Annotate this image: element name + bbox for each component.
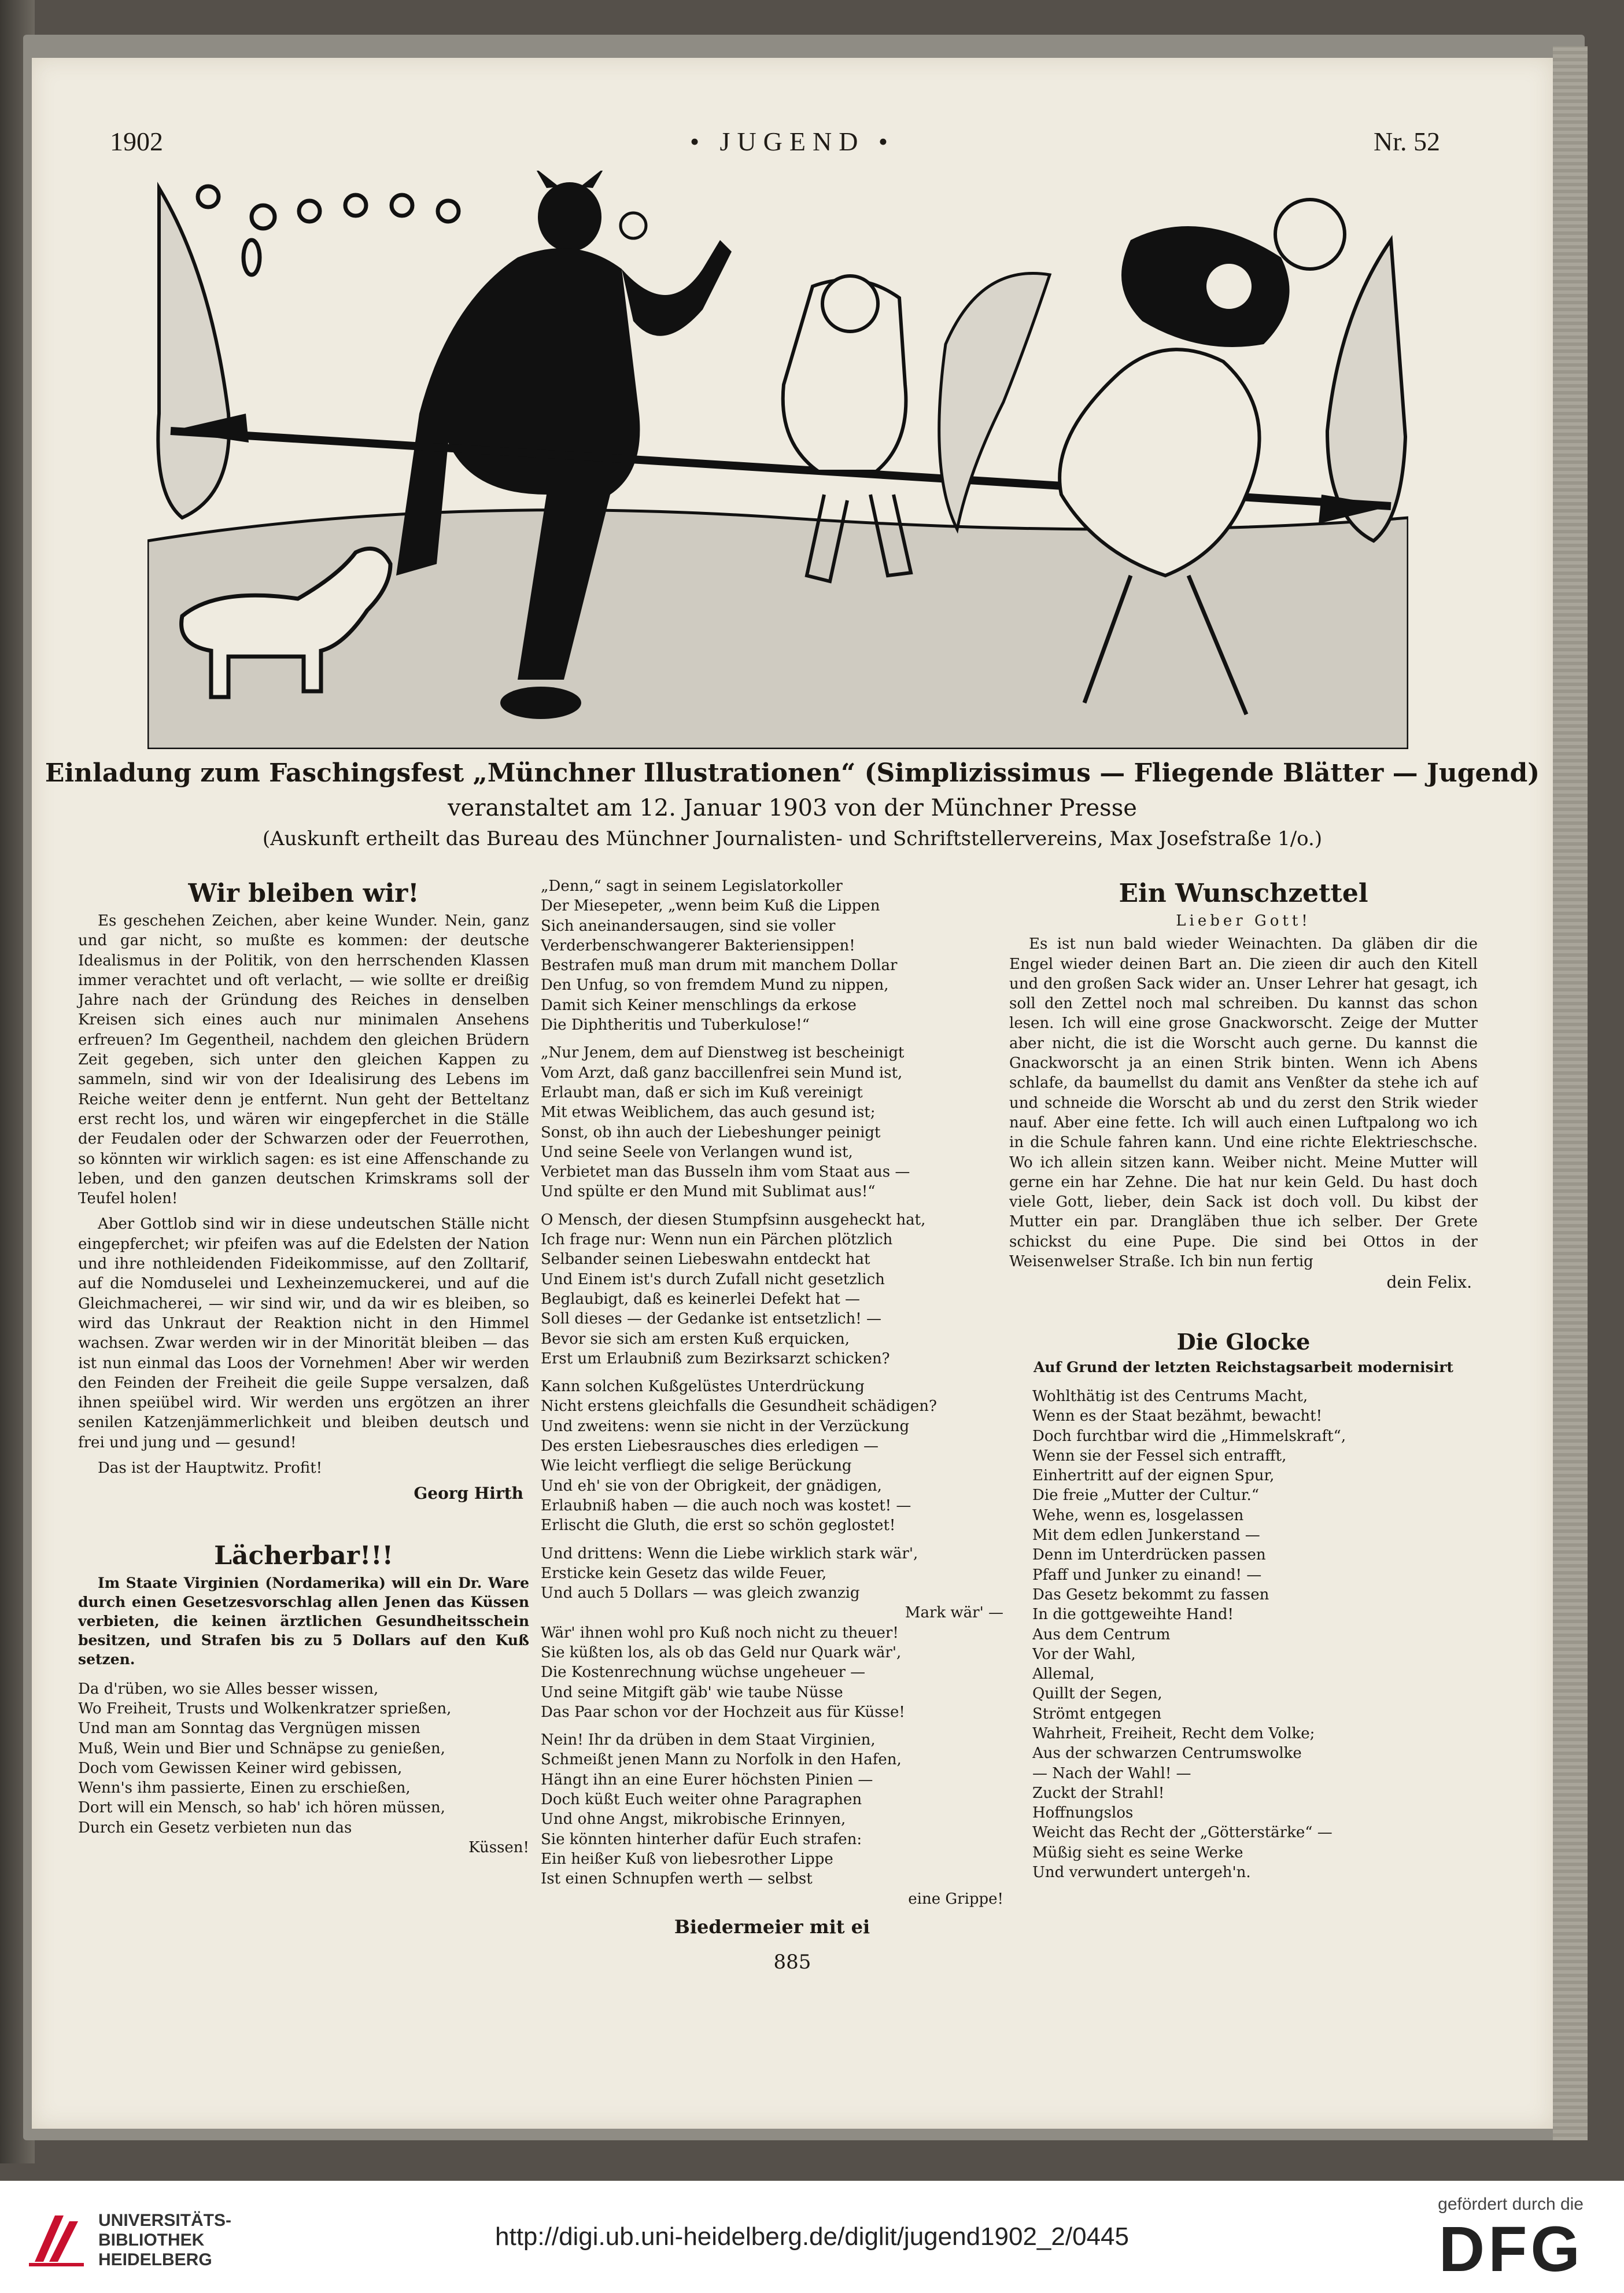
poem-line: Doch vom Gewissen Keiner wird gebissen,	[78, 1759, 403, 1777]
article-title-laecherbar: Lächerbar!!!	[214, 1540, 393, 1571]
poem-line: Strömt entgegen	[1032, 1705, 1162, 1723]
funding-note: gefördert durch die	[1438, 2195, 1584, 2214]
poem-line: In die gottgeweihte Hand!	[1032, 1606, 1234, 1624]
library-name-line: BIBLIOTHEK	[98, 2231, 205, 2250]
poem-line: Selbander seinen Liebeswahn entdeckt hat	[541, 1251, 870, 1269]
poem-line: Und drittens: Wenn die Liebe wirklich stark wär',	[541, 1544, 918, 1562]
poem-line: Und eh' sie von der Obrigkeit, der gnädigen,	[541, 1477, 882, 1495]
poem-line: Ein heißer Kuß von liebesrother Lippe	[541, 1850, 833, 1868]
poem-line: Ich frage nur: Wenn nun ein Pärchen plötzlich	[541, 1231, 893, 1249]
header-issue-number: Nr. 52	[1374, 127, 1440, 156]
letter-signature: dein Felix.	[1386, 1273, 1472, 1292]
poem-stanza	[541, 1210, 1003, 1369]
poem-line: Nicht erstens gleichfalls die Gesundheit schädigen?	[541, 1398, 937, 1415]
poem-line: Und Einem ist's durch Zufall nicht gesetzlich	[541, 1270, 885, 1288]
poem-line: Aus der schwarzen Centrumswolke	[1032, 1745, 1302, 1763]
article-title-glocke: Die Glocke	[1176, 1328, 1311, 1355]
poem-line: Dort will ein Mensch, so hab' ich hören müssen,	[78, 1799, 445, 1817]
poem-line: Erlaubt man, daß er sich im Kuß vereinigt	[541, 1083, 863, 1101]
article-signature: Georg Hirth	[414, 1484, 523, 1503]
poem-line: Küssen!	[468, 1838, 529, 1856]
illustration-caption	[32, 755, 1553, 853]
article-intro: Im Staate Virginien (Nordamerika) will ein Dr. Ware durch einen Gesetzesvorschlag allen Jenen das Küssen verbieten, die keinen ärztlichen Gesundheitsschein besitzen, und Strafen bis zu 5 Dollars auf den Kuß setzen.	[78, 1574, 529, 1668]
poem-line: Wo Freiheit, Trusts und Wolkenkratzer sprießen,	[78, 1700, 452, 1717]
poem-stanza	[78, 1679, 529, 1858]
poem-line: Vom Arzt, daß ganz baccillenfrei sein Mund ist,	[541, 1064, 903, 1082]
caption-line-3: (Auskunft ertheilt das Bureau des Münchner Journalisten- und Schriftstellervereins, Max Josefstraße 1/o.)	[262, 827, 1323, 850]
poem-line: Wehe, wenn es, losgelassen	[1032, 1506, 1244, 1524]
column-right	[1009, 876, 1478, 1890]
poem-line: O Mensch, der diesen Stumpfsinn ausgeheckt hat,	[541, 1211, 926, 1229]
dfg-logo: DFG	[1438, 2214, 1584, 2285]
poem-line: Das Paar schon vor der Hochzeit aus für Küsse!	[541, 1703, 905, 1721]
poem-line: Schmeißt jenen Mann zu Norfolk in den Hafen,	[541, 1751, 902, 1769]
page-number: 885	[773, 1951, 811, 1974]
poem-line: Die freie „Mutter der Cultur.“	[1032, 1487, 1260, 1505]
poem-line: Wie leicht verfliegt die selige Berückung	[541, 1457, 852, 1475]
header-year: 1902	[110, 127, 163, 156]
poem-line: Wenn sie der Fessel sich entrafft,	[1032, 1447, 1287, 1465]
article-title-wir-bleiben-wir: Wir bleiben wir!	[188, 879, 419, 908]
poem-line: Des ersten Liebesrausches dies erledigen —	[541, 1437, 879, 1455]
poem-line: Vor der Wahl,	[1032, 1645, 1136, 1663]
poem-line: Wohlthätig ist des Centrums Macht,	[1032, 1387, 1308, 1405]
page-stack-edge	[1553, 46, 1588, 2140]
poem-line: Mit dem edlen Junkerstand —	[1032, 1527, 1260, 1544]
letter-body: Es ist nun bald wieder Weinachten. Da gläben dir die Engel wieder deinen Bart an. Die zieen dir auch den Kitell und den großen Sack wider an. Unser Lehrer hat gesagt, ich soll den Zettel noch mal schreiben. Du kannst das schon lesen. Ich will eine grose Gnackworscht. Zeige der Mutter aber nicht, die ist die Worscht auch gerne. Du kannst die Gnackworscht ja an einen Strik binten. Wenn ich Abens schlafe, da baumellst du damit ans Venßter da stehe ich auf und schneide die Worscht ab und du zerst den Strik wieder nauf. Aber eine fette. Ich will auch einen Luftpalong wo ich in die Schule fahren kann. Und eine richte Elektrieschsche. Wo ich allein sitzen kann. Weiber nicht. Meine Mutter will gerne ein har Zehne. Die hat nur kein Geld. Du hast doch viele Gott, lieber, dein Sack ist doch voll. Du kibst der Mutter ein par. Drangläben thue ich selber. Der Grete schickst du eine Pupe. Die sind bei Ottos in der Weisenwelser Straße. Ich bin nun fertig	[1009, 935, 1478, 1271]
poem-line: Nein! Ihr da drüben in dem Staat Virginien,	[541, 1731, 876, 1749]
poem-stanza	[541, 876, 1003, 1035]
poem-stanza	[541, 1544, 1003, 1723]
magazine-page	[32, 58, 1553, 2129]
poem-line: Denn im Unterdrücken passen	[1032, 1546, 1266, 1564]
poem-line: Erlischt die Gluth, die erst so schön geglostet!	[541, 1517, 896, 1535]
poem-line: eine Grippe!	[908, 1890, 1003, 1908]
library-name-line: UNIVERSITÄTS-	[98, 2211, 232, 2230]
poem-line: Und auch 5 Dollars — was gleich zwanzig	[541, 1584, 860, 1602]
column-left	[78, 876, 529, 1866]
poem-line: Der Miesepeter, „wenn beim Kuß die Lippen	[541, 897, 880, 915]
caption-line-2: veranstaltet am 12. Januar 1903 von der Münchner Presse	[448, 795, 1137, 821]
poem-line: Wahrheit, Freiheit, Recht dem Volke;	[1032, 1724, 1315, 1742]
caption-line-1: Einladung zum Faschingsfest „Münchner Illustrationen“ (Simplizissimus — Fliegende Blätter — Jugend)	[45, 758, 1540, 788]
library-name-line: HEIDELBERG	[98, 2250, 212, 2269]
poem-line: Ersticke kein Gesetz das wilde Feuer,	[541, 1564, 827, 1582]
poem-line: Durch ein Gesetz verbieten nun das	[78, 1819, 352, 1837]
poem-stanza	[1032, 1387, 1478, 1882]
poem-line: Doch furchtbar wird die „Himmelskraft“,	[1032, 1427, 1346, 1445]
poem-line: Sie küßten los, als ob das Geld nur Quark wär',	[541, 1643, 902, 1661]
poem-line: Erst um Erlaubniß zum Bezirksarzt schicken?	[541, 1350, 890, 1367]
poem-line: Die Kostenrechnung wüchse ungeheuer —	[541, 1664, 866, 1682]
poem-line: „Denn,“ sagt in seinem Legislatorkoller	[541, 878, 843, 895]
poem-line: Hängt ihn an eine Eurer höchsten Pinien —	[541, 1771, 873, 1789]
poem-line: Und seine Mitgift gäb' wie taube Nüsse	[541, 1683, 843, 1701]
poem-line: Aus dem Centrum	[1032, 1625, 1171, 1643]
poem-line: Hoffnungslos	[1032, 1804, 1134, 1822]
poem-line: Weicht das Recht der „Götterstärke“ —	[1032, 1824, 1333, 1842]
poem-line: Müßig sieht es seine Werke	[1032, 1844, 1243, 1861]
poem-line: Quillt der Segen,	[1032, 1685, 1162, 1703]
poem-line: Wenn es der Staat bezähmt, bewacht!	[1032, 1407, 1323, 1425]
poem-line: Wenn's ihm passierte, Einen zu erschießen,	[78, 1779, 411, 1797]
poem-line: Und ohne Angst, mikrobische Erinnyen,	[541, 1811, 846, 1828]
article-subtitle: Auf Grund der letzten Reichstagsarbeit modernisirt	[1034, 1358, 1453, 1376]
digitization-footer	[0, 2181, 1624, 2293]
poem-line: Soll dieses — der Gedanke ist entsetzlich! —	[541, 1310, 881, 1328]
poem-stanza	[541, 1377, 1003, 1535]
poem-line: Bevor sie sich am ersten Kuß erquicken,	[541, 1330, 850, 1348]
poem-line: Und spülte er den Mund mit Sublimat aus!“	[541, 1183, 876, 1201]
poem-line: Mark wär' —	[905, 1604, 1003, 1622]
poem-line: Und man am Sonntag das Vergnügen missen	[78, 1720, 420, 1738]
letter-salutation: Lieber Gott!	[1176, 912, 1311, 930]
poem-line: Damit sich Keiner menschlings da erkose	[541, 996, 857, 1014]
poem-line: Den Unfug, so von fremdem Mund zu nippen,	[541, 976, 889, 994]
column-middle	[541, 876, 1003, 1937]
poem-line: Allemal,	[1032, 1665, 1095, 1683]
poem-line: Doch küßt Euch weiter ohne Paragraphen	[541, 1791, 862, 1809]
digital-copy-url-link[interactable]: http://digi.ub.uni-heidelberg.de/diglit/jugend1902_2/0445	[495, 2222, 1129, 2251]
poem-line: Bestrafen muß man drum mit manchem Dollar	[541, 957, 898, 975]
poem-line: Erlaubniß haben — die auch noch was kostet! —	[541, 1496, 911, 1514]
poem-line: Und verwundert untergeh'n.	[1032, 1864, 1251, 1882]
poem-line: Pfaff und Junker zu einand! —	[1032, 1566, 1262, 1584]
poem-line: Kann solchen Kußgelüstes Unterdrückung	[541, 1378, 865, 1396]
poem-line: Verderbenschwangerer Bakteriensippen!	[541, 937, 855, 954]
article-title-wunschzettel: Ein Wunschzettel	[1119, 879, 1368, 908]
poem-line: Zuckt der Strahl!	[1032, 1784, 1165, 1802]
poem-line: Einhertritt auf der eignen Spur,	[1032, 1467, 1275, 1485]
poem-stanza	[541, 1043, 1003, 1201]
poem-line: Und zweitens: wenn sie nicht in der Verzückung	[541, 1417, 910, 1435]
article-paragraph: Aber Gottlob sind wir in diese undeutschen Ställe nicht eingepferchet; wir pfeifen was auf die Edelsten der Nation und ihre nothleidenden Fideikommisse, auf den Zolltarif, auf die Nomduselei und Lexheinzemuckerei, und auf die Gleichmacherei, — wir sind wir, und da wir es bleiben, so wird das Unkraut der Reaktion nicht in den Himmel wachsen. Zwar werden wir in der Minorität bleiben — das ist nun einmal das Loos der Vornehmen! Aber wir werden den Feinden der Freiheit die geile Suppe versalzen, daß ihnen speiübel wird. Wir werden uns ergötzen an ihrer senilen Katzenjämmerlichkeit und bleiben deutsch und frei und jung und — gesund!	[78, 1215, 529, 1451]
poem-line: Ist einen Schnupfen werth — selbst	[541, 1870, 813, 1888]
poem-line: Beglaubigt, daß es keinerlei Defekt hat —	[541, 1290, 861, 1308]
running-header	[32, 126, 1553, 172]
article-paragraph: Das ist der Hauptwitz. Profit!	[98, 1459, 323, 1477]
poem-line: Die Diphtheritis und Tuberkulose!“	[541, 1016, 810, 1034]
poem-line: Verbietet man das Busseln ihm vom Staat aus —	[541, 1163, 910, 1181]
poem-line: Sich aneinandersaugen, sind sie voller	[541, 917, 836, 935]
poem-line: Sonst, ob ihn auch der Liebeshunger peinigt	[541, 1123, 881, 1141]
poem-line: Das Gesetz bekommt zu fassen	[1032, 1586, 1269, 1603]
poem-stanza	[541, 1730, 1003, 1909]
illustration	[147, 171, 1408, 749]
poem-line: Und seine Seele von Verlangen wund ist,	[541, 1143, 853, 1161]
poem-line: Da d'rüben, wo sie Alles besser wissen,	[78, 1680, 379, 1698]
poem-line: — Nach der Wahl! —	[1032, 1764, 1191, 1782]
poem-line: Mit etwas Weiblichem, das auch gesund ist;	[541, 1104, 876, 1122]
poem-line: Muß, Wein und Bier und Schnäpse zu genießen,	[78, 1739, 445, 1757]
poem-line: Wär' ihnen wohl pro Kuß noch nicht zu theuer!	[541, 1624, 899, 1642]
header-title: • JUGEND •	[689, 127, 895, 156]
poem-line: Sie könnten hinterher dafür Euch strafen:	[541, 1830, 862, 1848]
article-paragraph: Es geschehen Zeichen, aber keine Wunder. Nein, ganz und gar nicht, so mußte es kommen: der deutsche Idealismus in der Politik, von den herrschenden Klassen immer verachtet und oft verlacht, — wie sollte er dreißig Jahre nach der Gründung des Reiches in denselben Kreisen sich eines auch nur minimalen Ansehens erfreuen? Im Gegentheil, nachdem den gleichen Brüdern Zeit gegeben, sich unter den gleichen Kappen zu sammeln, sind wir von der Idealisirung des Lebens im Reiche weiter denn je entfernt. Nun geht der Betteltanz erst recht los, und wären wir eingepferchet in die Ställe der Feudalen oder der Schwarzen oder der Feuerrothen, so könnten wir wirklich sagen: es ist eine Affenschande zu leben, und den ganzen deutschen Krimskrams soll der Teufel holen!	[78, 912, 529, 1208]
poem-line: „Nur Jenem, dem auf Dienstweg ist bescheinigt	[541, 1044, 905, 1062]
poem-signature: Biedermeier mit ei	[674, 1915, 870, 1938]
